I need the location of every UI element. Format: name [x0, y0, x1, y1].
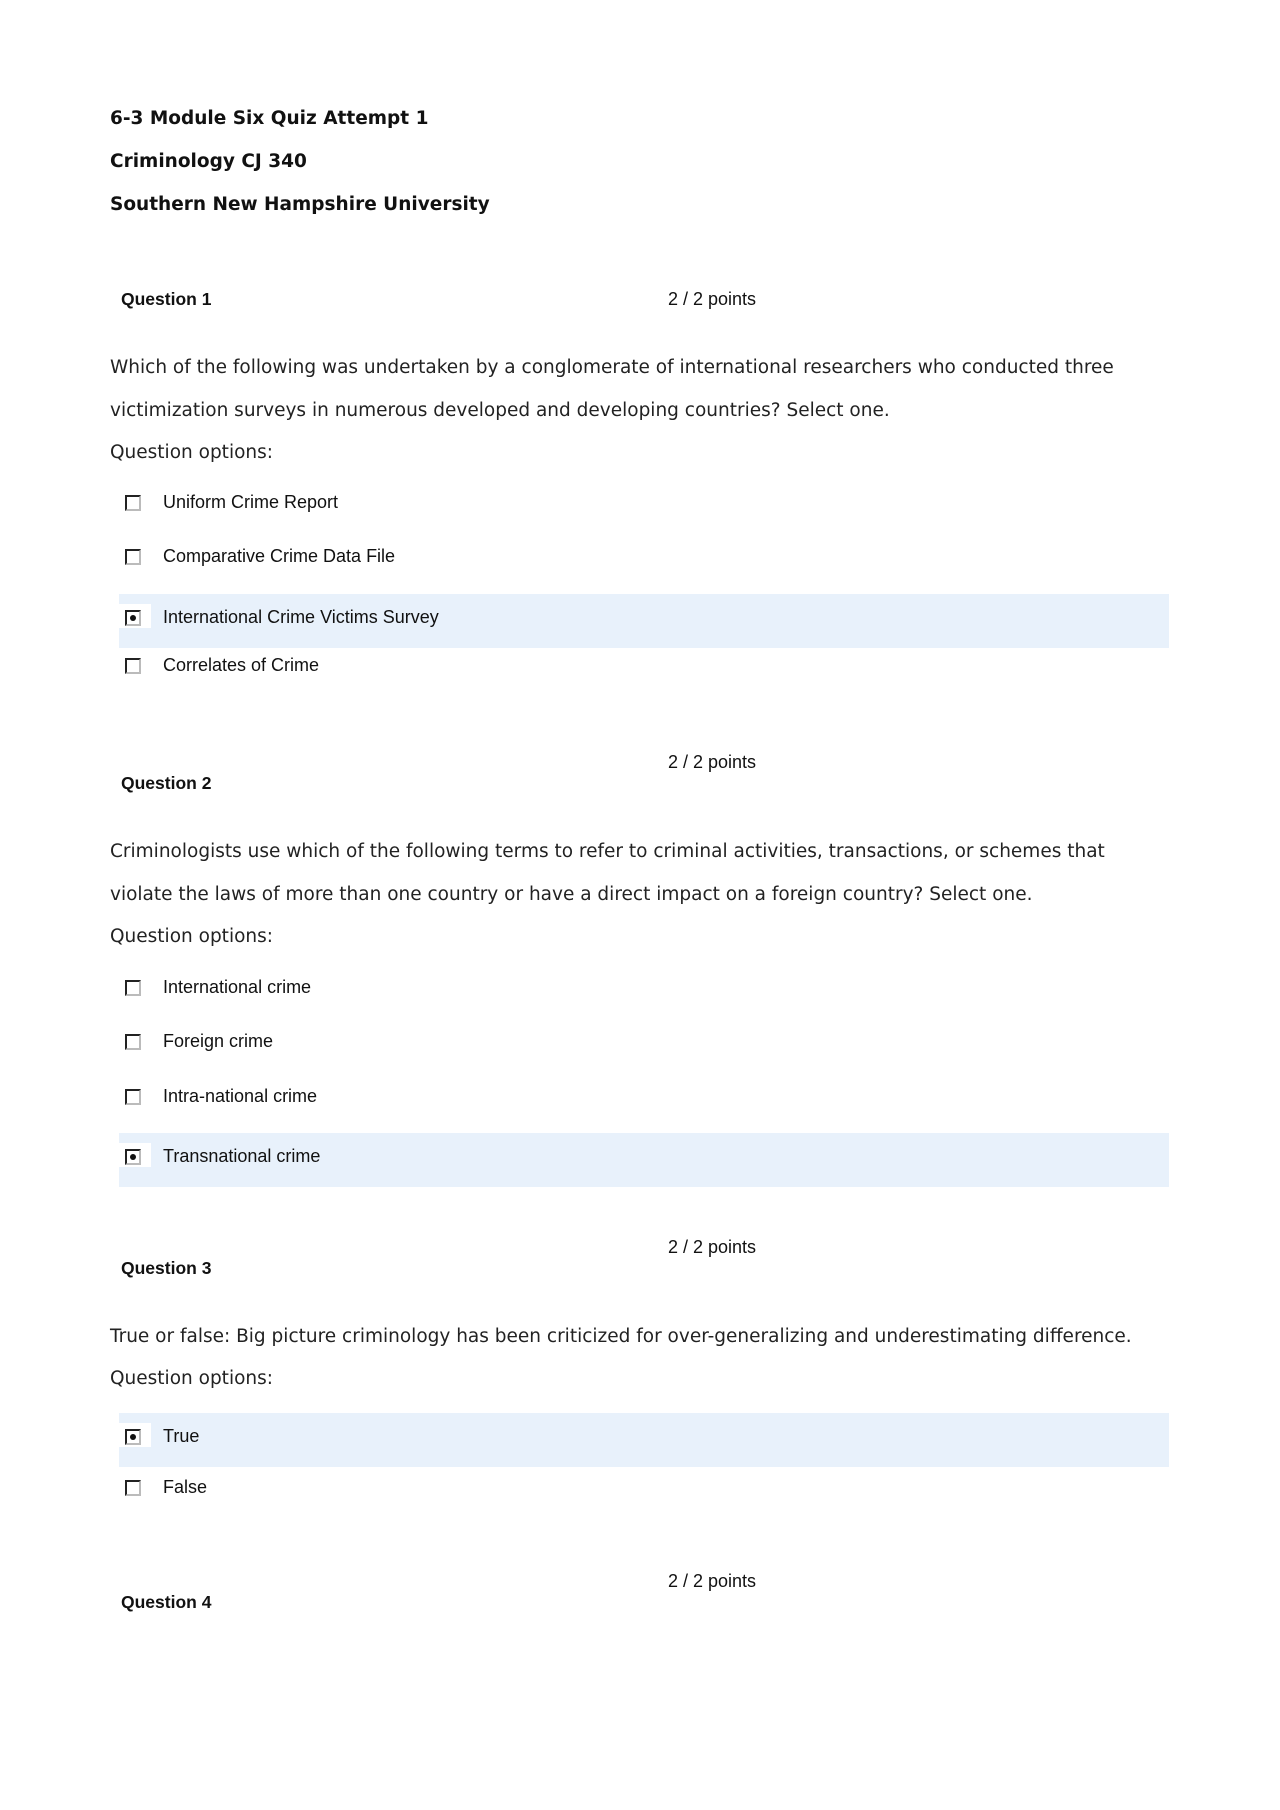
school-name: Southern New Hampshire University	[110, 194, 490, 215]
radio-unselected-icon[interactable]	[125, 1089, 141, 1105]
radio-selected-icon[interactable]	[125, 1429, 141, 1445]
question-2-text-line-1: Criminologists use which of the following terms to refer to criminal activities, transactions, or schemes that	[110, 841, 1105, 862]
question-1-option-3-selected[interactable]	[119, 594, 1169, 648]
option-label: Uniform Crime Report	[163, 492, 339, 512]
option-label: Comparative Crime Data File	[163, 546, 396, 566]
question-2-option-3[interactable]	[119, 1073, 1169, 1127]
question-4-label: Question 4	[121, 1592, 212, 1612]
question-3-option-2[interactable]	[119, 1464, 1169, 1518]
radio-unselected-icon[interactable]	[125, 495, 141, 511]
option-label: False	[163, 1477, 208, 1497]
radio-unselected-icon[interactable]	[125, 980, 141, 996]
question-1-option-1[interactable]	[119, 479, 1169, 533]
radio-unselected-icon[interactable]	[125, 549, 141, 565]
option-label: Intra-national crime	[163, 1086, 318, 1106]
question-3-options-label: Question options:	[110, 1368, 273, 1389]
option-label: Correlates of Crime	[163, 655, 320, 675]
question-1-label: Question 1	[121, 289, 212, 309]
option-label: Foreign crime	[163, 1031, 274, 1051]
question-2-options-label: Question options:	[110, 926, 273, 947]
question-3-points: 2 / 2 points	[668, 1237, 757, 1257]
question-1-text-line-1: Which of the following was undertaken by a conglomerate of international researchers who conducted three	[110, 357, 1114, 378]
radio-dot-icon	[130, 1434, 136, 1440]
question-1-text-line-2: victimization surveys in numerous developed and developing countries? Select one.	[110, 400, 890, 421]
course-name: Criminology CJ 340	[110, 151, 307, 172]
option-label: International Crime Victims Survey	[163, 607, 439, 627]
question-2-option-2[interactable]	[119, 1018, 1169, 1072]
question-2-option-4-selected[interactable]	[119, 1133, 1169, 1187]
option-label: International crime	[163, 977, 312, 997]
option-label: True	[163, 1426, 200, 1446]
radio-unselected-icon[interactable]	[125, 1034, 141, 1050]
radio-dot-icon	[130, 1154, 136, 1160]
question-3-option-1-selected[interactable]	[119, 1413, 1169, 1467]
question-3-text-line-1: True or false: Big picture criminology has been criticized for over-generalizing and underestimating difference.	[110, 1326, 1132, 1347]
question-2-text-line-2: violate the laws of more than one country or have a direct impact on a foreign country? Select one.	[110, 884, 1033, 905]
question-1-option-2[interactable]	[119, 533, 1169, 587]
question-3-label: Question 3	[121, 1258, 212, 1278]
radio-selected-icon[interactable]	[125, 610, 141, 626]
question-2-option-1[interactable]	[119, 964, 1169, 1018]
radio-dot-icon	[130, 615, 136, 621]
question-1-options-label: Question options:	[110, 442, 273, 463]
radio-unselected-icon[interactable]	[125, 658, 141, 674]
question-2-label: Question 2	[121, 773, 212, 793]
question-4-points: 2 / 2 points	[668, 1571, 757, 1591]
question-2-points: 2 / 2 points	[668, 752, 757, 772]
question-1-points: 2 / 2 points	[668, 289, 757, 309]
radio-unselected-icon[interactable]	[125, 1480, 141, 1496]
question-1-option-4[interactable]	[119, 642, 1169, 696]
option-label: Transnational crime	[163, 1146, 321, 1166]
document-title: 6-3 Module Six Quiz Attempt 1	[110, 108, 429, 129]
radio-selected-icon[interactable]	[125, 1149, 141, 1165]
